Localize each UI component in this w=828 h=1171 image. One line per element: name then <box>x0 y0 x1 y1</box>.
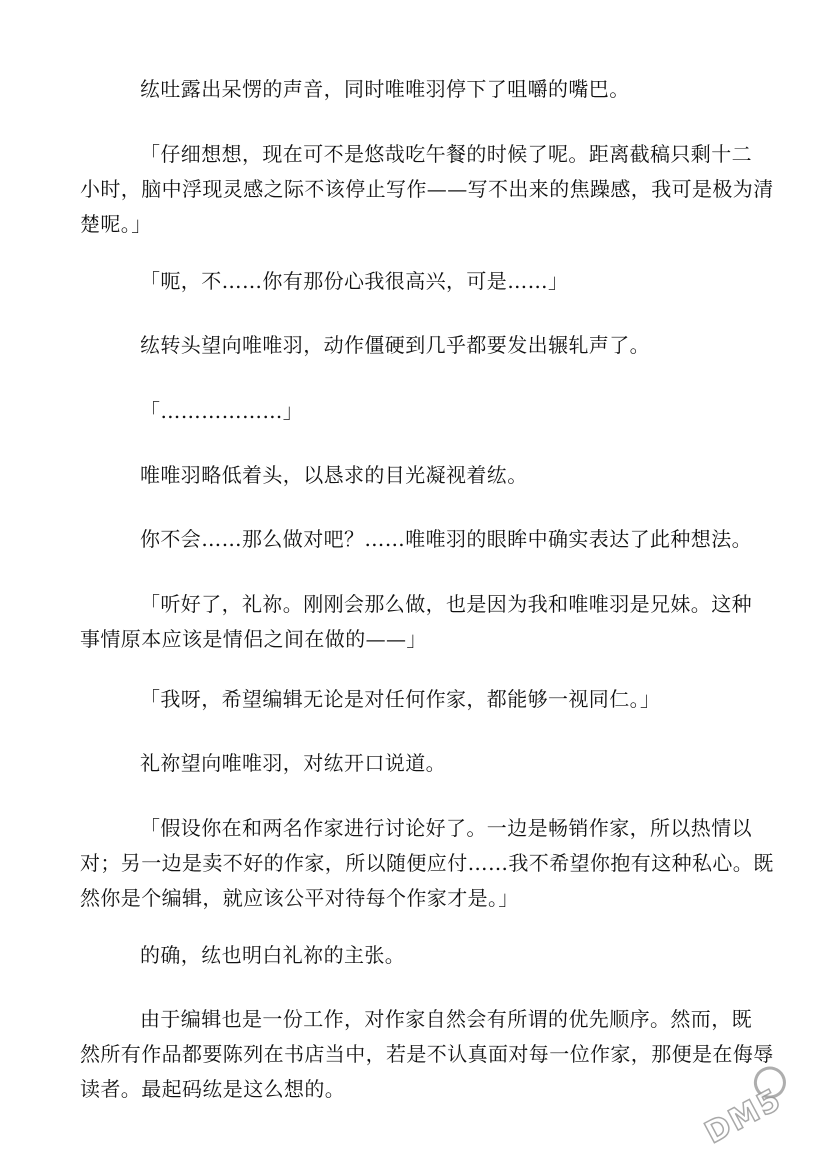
paragraph-line: 唯唯羽略低着头，以恳求的目光凝视着纮。 <box>140 463 528 487</box>
paragraph-line: 对；另一边是卖不好的作家，所以随便应付……我不希望你抱有这种私心。既 <box>80 851 774 875</box>
paragraph-line: 读者。最起码纮是这么想的。 <box>80 1077 346 1101</box>
paragraph-5 <box>140 394 770 429</box>
paragraph-line: 你不会……那么做对吧？……唯唯羽的眼眸中确实表达了此种想法。 <box>140 527 752 551</box>
paragraph-line: 事情原本应该是情侣之间在做的——」 <box>80 627 427 651</box>
paragraph-line: 然你是个编辑，就应该公平对待每个作家才是。」 <box>80 886 519 910</box>
paragraph-line: 的确，纮也明白礼祢的主张。 <box>140 943 406 967</box>
paragraph-12 <box>140 938 770 973</box>
paragraph-line: 然所有作品都要陈列在书店当中，若是不认真面对每一位作家，那便是在侮辱 <box>80 1042 774 1066</box>
paragraph-3 <box>140 264 770 299</box>
paragraph-line: 「………………」 <box>140 399 304 423</box>
paragraph-line: 楚呢。」 <box>80 212 152 236</box>
paragraph-line: 纮转头望向唯唯羽，动作僵硬到几乎都要发出辗轧声了。 <box>140 333 650 357</box>
watermark-text: DM5 <box>699 1081 788 1152</box>
paragraph-line: 「仔细想想，现在可不是悠哉吃午餐的时候了呢。距离截稿只剩十二 <box>140 142 752 166</box>
paragraph-10 <box>140 746 770 781</box>
paragraph-4 <box>140 328 770 363</box>
paragraph-line: 由于编辑也是一份工作，对作家自然会有所谓的优先顺序。然而，既 <box>140 1007 752 1031</box>
paragraph-7 <box>140 522 770 557</box>
paragraph-line: 「假设你在和两名作家进行讨论好了。一边是畅销作家，所以热情以 <box>140 816 752 840</box>
paragraph-line: 小时，脑中浮现灵感之际不该停止写作——写不出来的焦躁感，我可是极为清 <box>80 177 774 201</box>
paragraph-8 <box>80 587 770 657</box>
paragraph-line: 纮吐露出呆愣的声音，同时唯唯羽停下了咀嚼的嘴巴。 <box>140 77 630 101</box>
paragraph-9 <box>140 682 770 717</box>
paragraph-1 <box>140 72 770 107</box>
paragraph-line: 「听好了，礼祢。刚刚会那么做，也是因为我和唯唯羽是兄妹。这种 <box>140 592 752 616</box>
paragraph-2 <box>80 137 774 242</box>
paragraph-13 <box>80 1002 774 1107</box>
paragraph-line: 礼祢望向唯唯羽，对纮开口说道。 <box>140 751 446 775</box>
paragraph-6 <box>140 458 770 493</box>
paragraph-11 <box>80 811 774 916</box>
paragraph-line: 「呃，不……你有那份心我很高兴，可是……」 <box>140 269 569 293</box>
paragraph-line: 「我呀，希望编辑无论是对任何作家，都能够一视同仁。」 <box>140 687 661 711</box>
